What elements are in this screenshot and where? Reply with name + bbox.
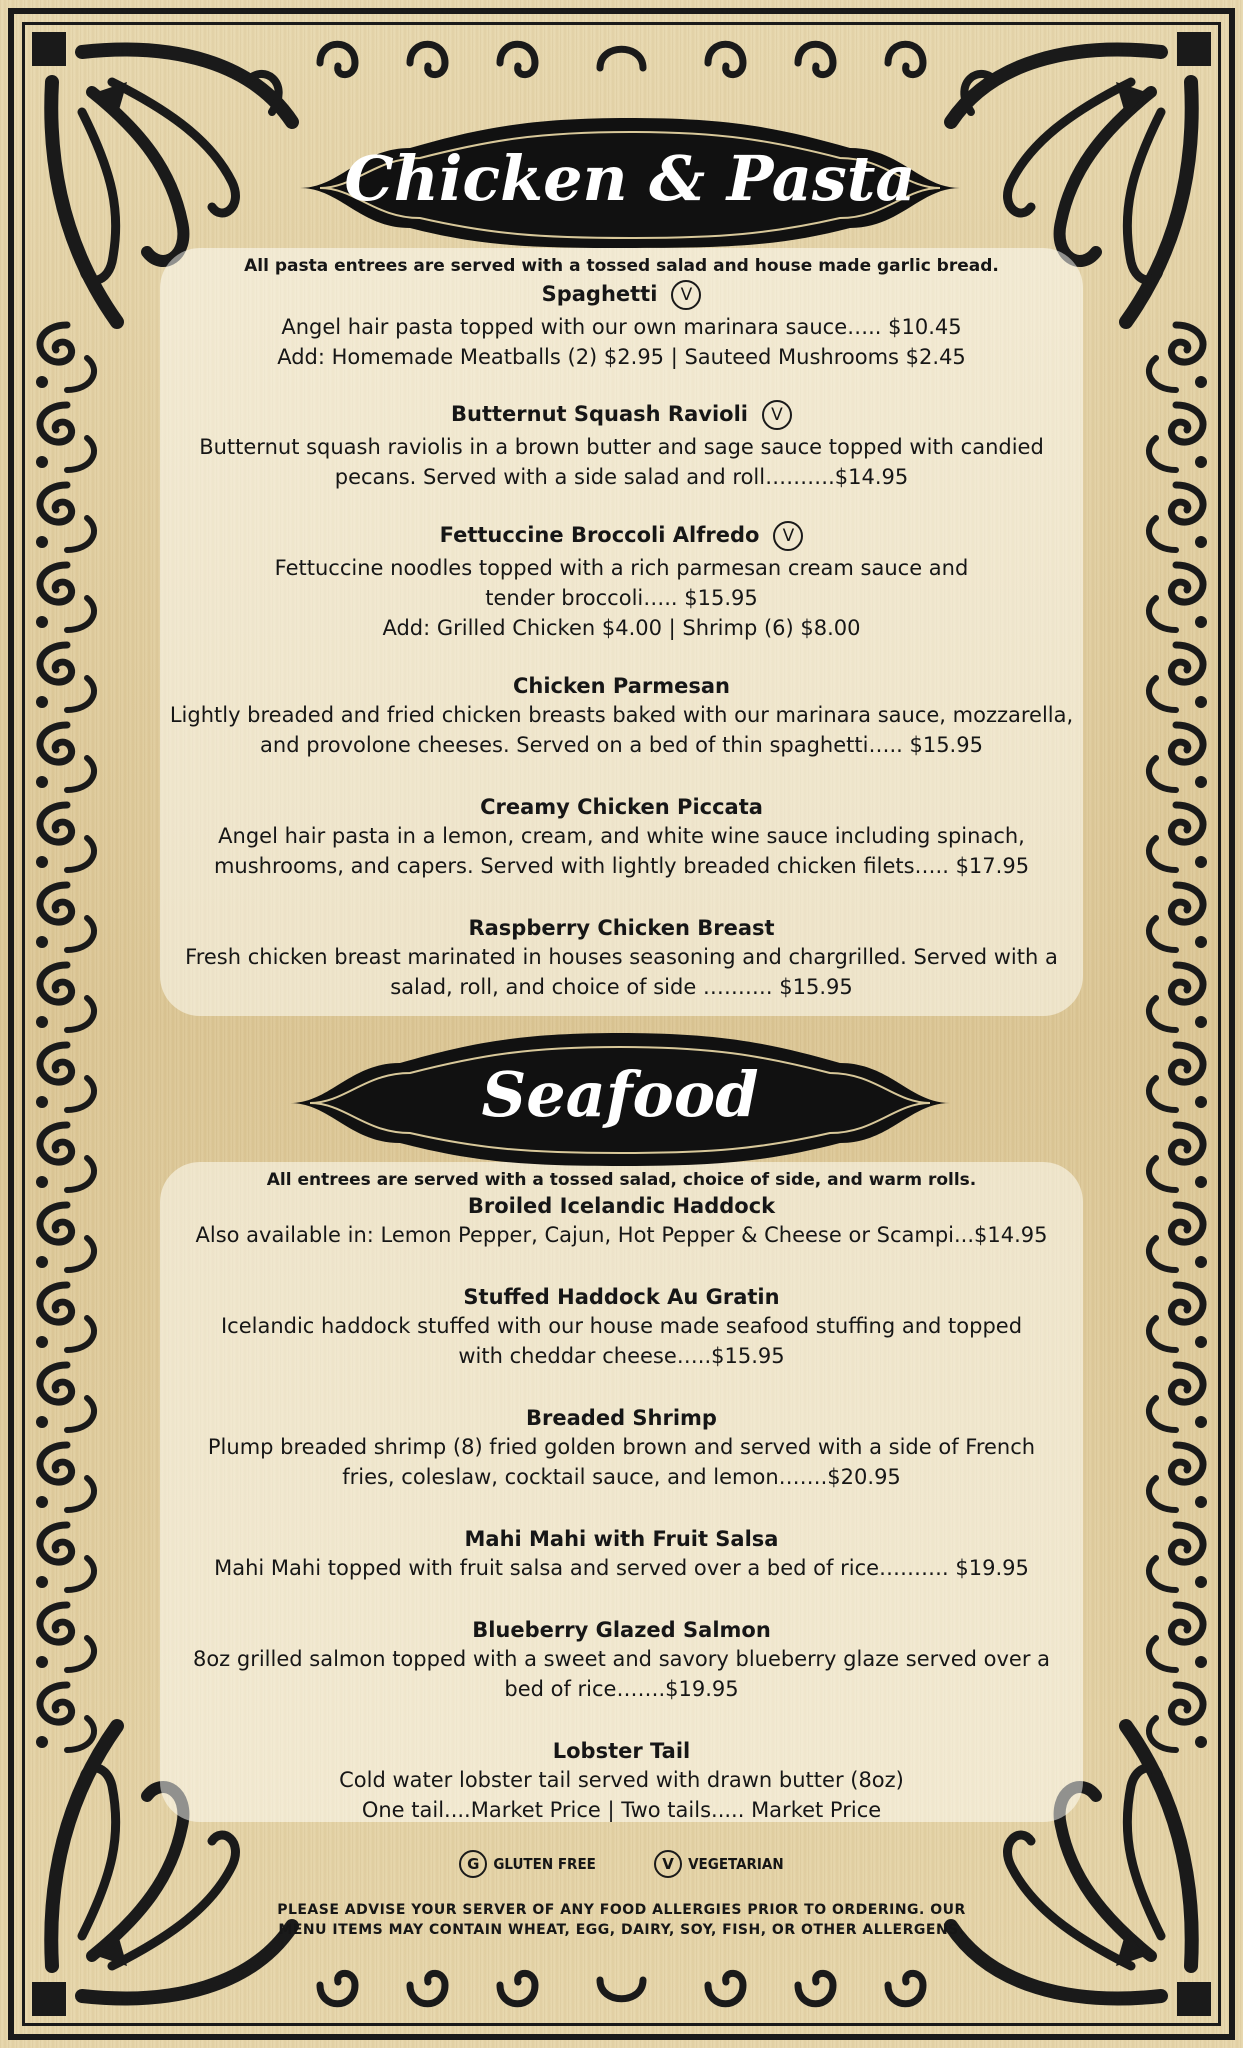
- menu-item: [160, 795, 1083, 881]
- vegetarian-label: VEGETARIAN: [688, 1855, 784, 1873]
- item-name: Butternut Squash Ravioli V: [160, 400, 1083, 430]
- item-description: Fettuccine noodles topped with a rich parmesan cream sauce and tender broccoli….. $15.95 Add: Grilled Chicken $4.00 | Shrimp (6) $8.00: [274, 556, 969, 640]
- item-description: Mahi Mahi topped with fruit salsa and served over a bed of rice………. $19.95: [214, 1556, 1029, 1580]
- allergy-disclaimer: PLEASE ADVISE YOUR SERVER OF ANY FOOD ALLERGIES PRIOR TO ORDERING. OUR MENU ITEMS MAY CONTAIN WHEAT, EGG, DAIRY, SOY, FISH, OR OTHER ALLERGENS.: [277, 1902, 966, 1938]
- menu-item: [160, 521, 1083, 643]
- item-description: Butternut squash raviolis in a brown butter and sage sauce topped with candied pecans. Served with a side salad and roll……….$14.95: [199, 435, 1044, 489]
- vegetarian-badge-icon: V: [654, 1850, 682, 1878]
- item-description: Plump breaded shrimp (8) fried golden brown and served with a side of French fries, coleslaw, cocktail sauce, and lemon…….$20.95: [207, 1435, 1036, 1489]
- item-name: Fettuccine Broccoli Alfredo V: [160, 521, 1083, 551]
- gluten-free-label: GLUTEN FREE: [493, 1855, 596, 1873]
- menu-item: [160, 280, 1083, 372]
- item-name: Lobster Tail: [552, 1739, 691, 1763]
- menu-item: [160, 400, 1083, 492]
- left-scroll-border-ornament: [22, 320, 112, 1770]
- item-name: Creamy Chicken Piccata: [480, 795, 763, 819]
- menu-item: [160, 916, 1083, 1002]
- menu-item: [160, 1406, 1083, 1492]
- menu-item: [160, 1618, 1083, 1704]
- chicken-pasta-banner: [280, 108, 980, 248]
- item-name: Stuffed Haddock Au Gratin: [463, 1285, 780, 1309]
- item-description: Angel hair pasta in a lemon, cream, and white wine sauce including spinach, mushrooms, and capers. Served with lightly breaded chicken filets….. $17.95: [213, 824, 1030, 878]
- item-name: Raspberry Chicken Breast: [468, 916, 775, 940]
- item-name: Breaded Shrimp: [526, 1406, 717, 1430]
- menu-item: [160, 1739, 1083, 1825]
- top-scroll-border-ornament: [300, 28, 943, 98]
- item-name: Blueberry Glazed Salmon: [472, 1618, 771, 1642]
- menu-item: [160, 1285, 1083, 1371]
- item-name: Broiled Icelandic Haddock: [467, 1194, 776, 1218]
- item-description: Fresh chicken breast marinated in houses seasoning and chargrilled. Served with a salad, roll, and choice of side ………. $15.95: [185, 945, 1058, 999]
- vegetarian-badge-icon: V: [762, 400, 792, 430]
- dietary-legend: [160, 1850, 1083, 1878]
- chicken-pasta-title: Chicken & Pasta: [344, 142, 916, 215]
- item-description: Cold water lobster tail served with drawn butter (8oz) One tail....Market Price | Two tails..... Market Price: [339, 1768, 904, 1822]
- right-scroll-border-ornament: [1131, 320, 1221, 1770]
- bottom-scroll-border-ornament: [300, 1950, 943, 2020]
- item-description: Icelandic haddock stuffed with our house made seafood stuffing and topped with cheddar cheese…..$15.95: [220, 1314, 1023, 1368]
- item-name: Spaghetti V: [160, 280, 1083, 310]
- seafood-note: All entrees are served with a tossed salad, choice of side, and warm rolls.: [266, 1170, 977, 1190]
- item-description: 8oz grilled salmon topped with a sweet and savory blueberry glaze served over a bed of rice…….$19.95: [192, 1647, 1051, 1701]
- menu-item: [160, 1194, 1083, 1250]
- seafood-banner: [270, 1028, 970, 1168]
- seafood-title: Seafood: [481, 1058, 759, 1131]
- item-description: Angel hair pasta topped with our own marinara sauce….. $10.45 Add: Homemade Meatballs (2) $2.95 | Sauteed Mushrooms $2.45: [277, 315, 966, 369]
- vegetarian-badge-icon: V: [671, 280, 701, 310]
- chicken-pasta-note: All pasta entrees are served with a tossed salad and house made garlic bread.: [244, 256, 999, 276]
- item-description: Lightly breaded and fried chicken breasts baked with our marinara sauce, mozzarella, and provolone cheeses. Served on a bed of thin spaghetti….. $15.95: [169, 703, 1074, 757]
- menu-item: [160, 674, 1083, 760]
- gluten-free-badge-icon: G: [459, 1850, 487, 1878]
- seafood-panel: [160, 1162, 1083, 1822]
- item-name: Mahi Mahi with Fruit Salsa: [464, 1527, 779, 1551]
- item-description: Also available in: Lemon Pepper, Cajun, Hot Pepper & Cheese or Scampi...$14.95: [195, 1223, 1048, 1247]
- item-name: Chicken Parmesan: [512, 674, 730, 698]
- vegetarian-badge-icon: V: [773, 521, 803, 551]
- menu-item: [160, 1527, 1083, 1583]
